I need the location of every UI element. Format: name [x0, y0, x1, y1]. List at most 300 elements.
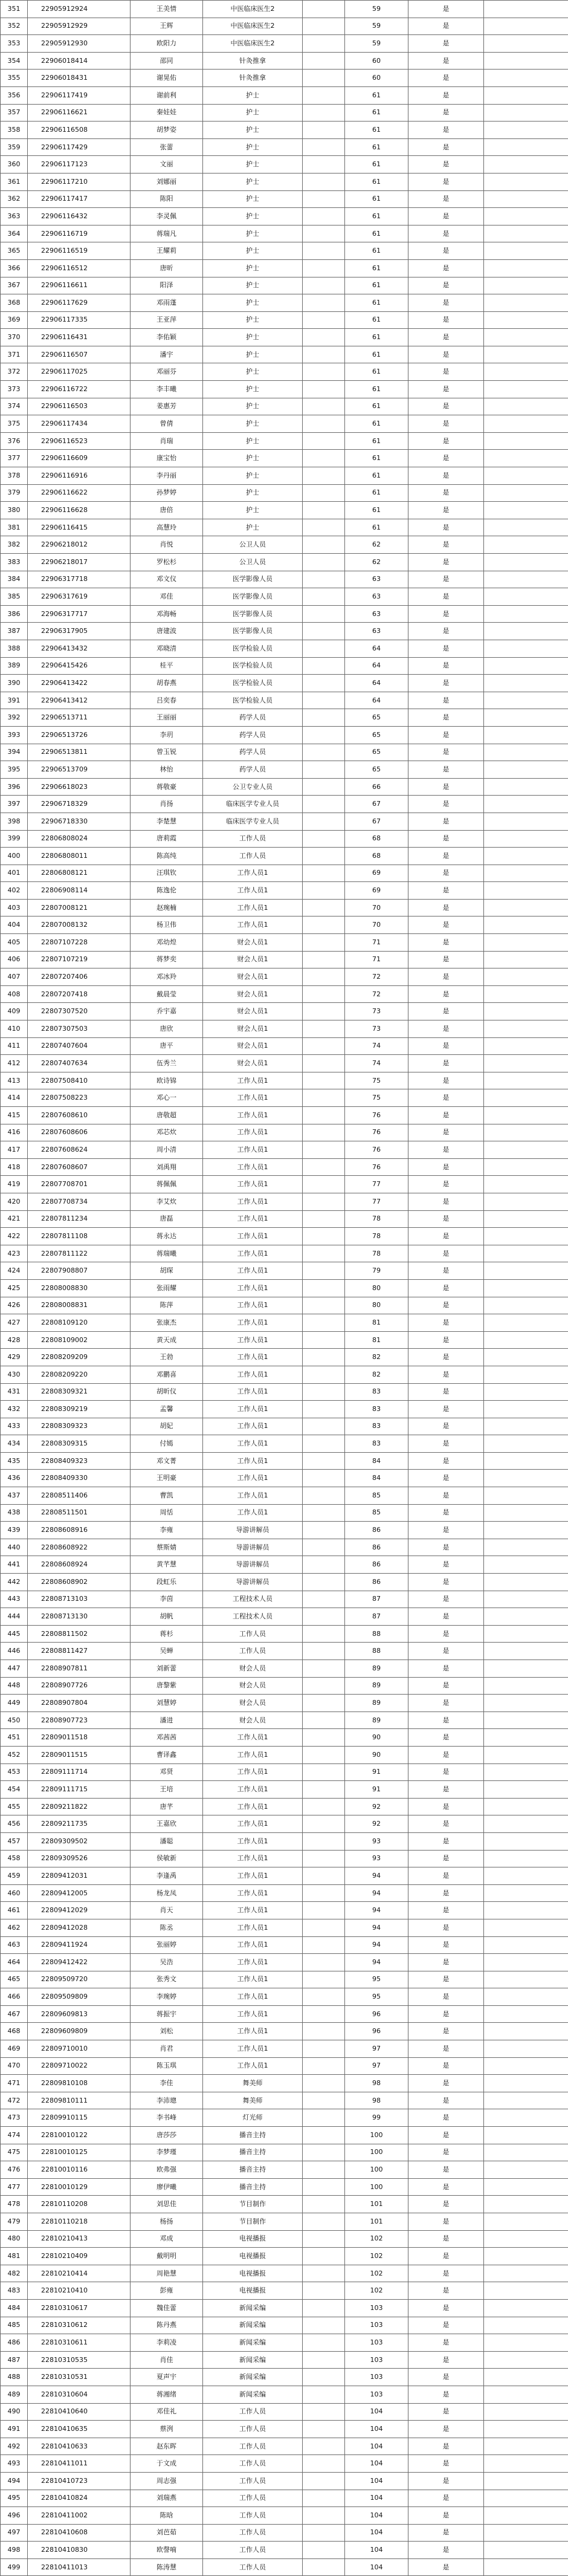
candidate-name-cell: 蒋瑞曦 [131, 1245, 203, 1262]
position-cell: 工作人员 [203, 2438, 303, 2455]
row-number-cell: 365 [1, 242, 28, 260]
row-number-cell: 468 [1, 2023, 28, 2040]
table-row [1, 1711, 568, 1729]
candidate-name-cell: 王勃 [131, 1349, 203, 1366]
empty-cell [484, 1539, 568, 1556]
qualified-cell: 是 [408, 1297, 484, 1314]
position-code-cell: 71 [345, 934, 408, 952]
exam-id-cell: 22906718330 [28, 813, 131, 830]
table-row [1, 761, 568, 779]
candidate-name-cell: 唐欣 [131, 1020, 203, 1038]
empty-cell [303, 1366, 345, 1383]
empty-cell [303, 208, 345, 225]
candidate-name-cell: 吕奕春 [131, 692, 203, 709]
empty-cell [303, 899, 345, 917]
exam-id-cell: 22810310612 [28, 2317, 131, 2334]
qualified-cell: 是 [408, 2230, 484, 2248]
empty-cell [484, 484, 568, 502]
empty-cell [484, 1470, 568, 1487]
position-code-cell: 73 [345, 1020, 408, 1038]
empty-cell [303, 450, 345, 467]
position-cell: 财会人员1 [203, 1020, 303, 1038]
position-cell: 护士 [203, 329, 303, 346]
empty-cell [303, 1711, 345, 1729]
row-number-cell: 484 [1, 2299, 28, 2317]
exam-id-cell: 22906116719 [28, 225, 131, 242]
exam-id-cell: 22906116507 [28, 346, 131, 363]
empty-cell [303, 796, 345, 813]
position-code-cell: 103 [345, 2351, 408, 2369]
empty-cell [303, 277, 345, 294]
row-number-cell: 489 [1, 2386, 28, 2403]
table-row [1, 1037, 568, 1055]
exam-id-cell: 22906513711 [28, 709, 131, 727]
empty-cell [303, 2248, 345, 2265]
exam-id-cell: 22810410824 [28, 2490, 131, 2507]
row-number-cell: 459 [1, 1867, 28, 1885]
candidate-name-cell: 肖扬 [131, 796, 203, 813]
empty-cell [303, 329, 345, 346]
position-cell: 工作人员1 [203, 1349, 303, 1366]
candidate-name-cell: 欧謦喃 [131, 2542, 203, 2559]
position-code-cell: 61 [345, 173, 408, 190]
qualified-cell: 是 [408, 848, 484, 865]
qualified-cell: 是 [408, 761, 484, 779]
empty-cell [303, 1677, 345, 1695]
position-code-cell: 61 [345, 104, 408, 122]
position-cell: 工作人员 [203, 2542, 303, 2559]
qualified-cell: 是 [408, 2178, 484, 2196]
row-number-cell: 397 [1, 796, 28, 813]
candidate-name-cell: 赵东晖 [131, 2438, 203, 2455]
empty-cell [303, 1971, 345, 1988]
table-row [1, 1850, 568, 1867]
empty-cell [484, 640, 568, 657]
exam-id-cell: 22807708734 [28, 1193, 131, 1210]
table-row [1, 882, 568, 900]
table-row [1, 1746, 568, 1763]
exam-id-cell: 22906317717 [28, 605, 131, 623]
table-row [1, 536, 568, 554]
candidate-name-cell: 周志强 [131, 2472, 203, 2490]
table-row [1, 1383, 568, 1401]
row-number-cell: 405 [1, 934, 28, 952]
qualified-cell: 是 [408, 2213, 484, 2231]
row-number-cell: 490 [1, 2403, 28, 2421]
position-code-cell: 61 [345, 277, 408, 294]
empty-cell [303, 1383, 345, 1401]
position-code-cell: 103 [345, 2386, 408, 2403]
position-cell: 公卫专业人员 [203, 778, 303, 796]
row-number-cell: 352 [1, 18, 28, 35]
position-cell: 新闻采编 [203, 2299, 303, 2317]
empty-cell [484, 1141, 568, 1159]
candidate-name-cell: 肖瑞 [131, 432, 203, 450]
table-row [1, 1349, 568, 1366]
exam-id-cell: 22806808121 [28, 865, 131, 882]
candidate-name-cell: 欧阳力 [131, 35, 203, 53]
exam-id-cell: 22906116519 [28, 242, 131, 260]
position-code-cell: 94 [345, 1919, 408, 1936]
position-code-cell: 75 [345, 1089, 408, 1107]
candidate-name-cell: 李灵佩 [131, 208, 203, 225]
exam-id-cell: 22906117417 [28, 190, 131, 208]
empty-cell [303, 2127, 345, 2144]
qualified-cell: 是 [408, 536, 484, 554]
position-cell: 药学人员 [203, 709, 303, 727]
table-row [1, 1591, 568, 1608]
qualified-cell: 是 [408, 208, 484, 225]
table-row [1, 1677, 568, 1695]
empty-cell [484, 2317, 568, 2334]
qualified-cell: 是 [408, 657, 484, 675]
position-code-cell: 101 [345, 2196, 408, 2213]
candidate-name-cell: 张蕾 [131, 138, 203, 156]
exam-id-cell: 22810210413 [28, 2230, 131, 2248]
row-number-cell: 461 [1, 1902, 28, 1919]
position-cell: 护士 [203, 190, 303, 208]
position-code-cell: 92 [345, 1815, 408, 1833]
empty-cell [484, 1608, 568, 1626]
table-row [1, 519, 568, 536]
position-cell: 护士 [203, 467, 303, 485]
position-code-cell: 59 [345, 35, 408, 53]
empty-cell [303, 830, 345, 848]
table-row [1, 259, 568, 277]
exam-id-cell: 22810010116 [28, 2161, 131, 2179]
qualified-cell: 是 [408, 104, 484, 122]
position-cell: 护士 [203, 450, 303, 467]
position-code-cell: 61 [345, 259, 408, 277]
row-number-cell: 493 [1, 2455, 28, 2473]
empty-cell [484, 2299, 568, 2317]
empty-cell [303, 985, 345, 1003]
candidate-name-cell: 黄天成 [131, 1331, 203, 1349]
empty-cell [303, 1245, 345, 1262]
empty-cell [303, 1037, 345, 1055]
position-cell: 财会人员1 [203, 1003, 303, 1020]
position-code-cell: 100 [345, 2178, 408, 2196]
empty-cell [484, 1158, 568, 1176]
position-cell: 播音主持 [203, 2127, 303, 2144]
row-number-cell: 464 [1, 1954, 28, 1971]
empty-cell [484, 1418, 568, 1435]
empty-cell [484, 1297, 568, 1314]
position-cell: 工作人员1 [203, 1936, 303, 1954]
candidate-name-cell: 周小清 [131, 1141, 203, 1159]
candidate-name-cell: 李书峰 [131, 2109, 203, 2127]
qualified-cell: 是 [408, 1262, 484, 1280]
empty-cell [484, 761, 568, 779]
empty-cell [303, 882, 345, 900]
qualified-cell: 是 [408, 1763, 484, 1781]
candidate-name-cell: 王明豪 [131, 1470, 203, 1487]
empty-cell [484, 1850, 568, 1867]
position-code-cell: 104 [345, 2558, 408, 2576]
qualified-cell: 是 [408, 1366, 484, 1383]
empty-cell [303, 1055, 345, 1072]
position-cell: 工作人员1 [203, 1746, 303, 1763]
row-number-cell: 499 [1, 2558, 28, 2576]
position-cell: 工作人员1 [203, 1452, 303, 1470]
qualified-cell: 是 [408, 1107, 484, 1124]
position-cell: 医学影像人员 [203, 623, 303, 640]
candidate-name-cell: 唐昕 [131, 259, 203, 277]
position-code-cell: 78 [345, 1210, 408, 1228]
candidate-name-cell: 陈晗 [131, 2507, 203, 2525]
exam-id-cell: 22906116609 [28, 450, 131, 467]
position-code-cell: 86 [345, 1556, 408, 1574]
position-code-cell: 78 [345, 1228, 408, 1245]
empty-cell [303, 1210, 345, 1228]
candidate-name-cell: 潘宇 [131, 346, 203, 363]
table-row [1, 985, 568, 1003]
qualified-cell: 是 [408, 122, 484, 139]
row-number-cell: 481 [1, 2248, 28, 2265]
empty-cell [484, 1383, 568, 1401]
qualified-cell: 是 [408, 1677, 484, 1695]
empty-cell [303, 1, 345, 18]
qualified-cell: 是 [408, 778, 484, 796]
position-code-cell: 80 [345, 1297, 408, 1314]
candidate-name-cell: 戴晨莹 [131, 985, 203, 1003]
position-cell: 护士 [203, 432, 303, 450]
empty-cell [484, 778, 568, 796]
row-number-cell: 406 [1, 951, 28, 968]
empty-cell [484, 190, 568, 208]
empty-cell [303, 2040, 345, 2058]
row-number-cell: 433 [1, 1418, 28, 1435]
qualified-cell: 是 [408, 1383, 484, 1401]
position-cell: 导游讲解员 [203, 1556, 303, 1574]
exam-id-cell: 22808713130 [28, 1608, 131, 1626]
exam-id-cell: 22808907723 [28, 1711, 131, 1729]
candidate-name-cell: 蒋瑞凡 [131, 225, 203, 242]
candidate-name-cell: 刘慧婷 [131, 1695, 203, 1712]
candidate-name-cell: 蒋梦奕 [131, 951, 203, 968]
exam-id-cell: 22810210414 [28, 2265, 131, 2282]
candidate-name-cell: 李逢禹 [131, 1867, 203, 1885]
empty-cell [303, 1124, 345, 1141]
position-code-cell: 90 [345, 1746, 408, 1763]
empty-cell [303, 52, 345, 70]
row-number-cell: 389 [1, 657, 28, 675]
empty-cell [484, 571, 568, 588]
qualified-cell: 是 [408, 2040, 484, 2058]
row-number-cell: 403 [1, 899, 28, 917]
exam-id-cell: 22808109120 [28, 1314, 131, 1332]
candidate-name-cell: 李茵 [131, 1591, 203, 1608]
table-row [1, 2040, 568, 2058]
qualified-cell: 是 [408, 1210, 484, 1228]
qualified-cell: 是 [408, 1850, 484, 1867]
row-number-cell: 443 [1, 1591, 28, 1608]
empty-cell [303, 1297, 345, 1314]
candidate-name-cell: 王辉 [131, 18, 203, 35]
empty-cell [484, 311, 568, 329]
qualified-cell: 是 [408, 1089, 484, 1107]
position-cell: 医学检验人员 [203, 640, 303, 657]
position-cell: 导游讲解员 [203, 1539, 303, 1556]
table-row [1, 640, 568, 657]
row-number-cell: 407 [1, 968, 28, 986]
candidate-name-cell: 刘芭茹 [131, 2524, 203, 2542]
position-code-cell: 100 [345, 2144, 408, 2161]
candidate-name-cell: 刘新蕾 [131, 1660, 203, 1678]
candidate-name-cell: 胡昕仪 [131, 1383, 203, 1401]
empty-cell [303, 2075, 345, 2092]
table-row [1, 623, 568, 640]
position-cell: 工作人员1 [203, 1418, 303, 1435]
empty-cell [484, 1695, 568, 1712]
position-cell: 护士 [203, 277, 303, 294]
candidate-name-cell: 肖天 [131, 1902, 203, 1919]
exam-id-cell: 22906116916 [28, 467, 131, 485]
exam-id-cell: 22807008121 [28, 899, 131, 917]
table-row [1, 1487, 568, 1505]
exam-id-cell: 22808811502 [28, 1625, 131, 1643]
position-code-cell: 65 [345, 709, 408, 727]
candidate-name-cell: 文丽 [131, 156, 203, 174]
candidate-name-cell: 蒋湘绪 [131, 2386, 203, 2403]
candidate-name-cell: 姜惠芳 [131, 398, 203, 415]
qualified-cell: 是 [408, 1072, 484, 1089]
exam-id-cell: 22808907726 [28, 1677, 131, 1695]
position-code-cell: 77 [345, 1176, 408, 1193]
position-cell: 播音主持 [203, 2161, 303, 2179]
candidate-name-cell: 陈玉琪 [131, 2057, 203, 2075]
exam-id-cell: 22906317905 [28, 623, 131, 640]
exam-id-cell: 22809910115 [28, 2109, 131, 2127]
candidate-name-cell: 胡帆 [131, 1608, 203, 1626]
row-number-cell: 438 [1, 1504, 28, 1522]
empty-cell [484, 1746, 568, 1763]
table-row [1, 2282, 568, 2300]
row-number-cell: 436 [1, 1470, 28, 1487]
qualified-cell: 是 [408, 1401, 484, 1418]
position-code-cell: 99 [345, 2109, 408, 2127]
empty-cell [484, 1522, 568, 1539]
exam-id-cell: 22906618023 [28, 778, 131, 796]
empty-cell [484, 1, 568, 18]
position-cell: 工作人员1 [203, 1919, 303, 1936]
candidate-name-cell: 李莉凌 [131, 2334, 203, 2352]
qualified-cell: 是 [408, 294, 484, 312]
table-row [1, 70, 568, 87]
position-code-cell: 87 [345, 1608, 408, 1626]
empty-cell [484, 1124, 568, 1141]
position-code-cell: 66 [345, 778, 408, 796]
qualified-cell: 是 [408, 882, 484, 900]
empty-cell [484, 2109, 568, 2127]
row-number-cell: 488 [1, 2369, 28, 2386]
row-number-cell: 388 [1, 640, 28, 657]
empty-cell [303, 1228, 345, 1245]
row-number-cell: 361 [1, 173, 28, 190]
candidate-name-cell: 李佑颖 [131, 329, 203, 346]
table-row [1, 1867, 568, 1885]
position-code-cell: 104 [345, 2507, 408, 2525]
empty-cell [303, 657, 345, 675]
candidate-name-cell: 刘松 [131, 2023, 203, 2040]
empty-cell [303, 1660, 345, 1678]
position-cell: 财会人员1 [203, 1055, 303, 1072]
row-number-cell: 372 [1, 363, 28, 381]
qualified-cell: 是 [408, 1470, 484, 1487]
qualified-cell: 是 [408, 1815, 484, 1833]
table-row [1, 381, 568, 398]
empty-cell [484, 1763, 568, 1781]
candidate-name-cell: 王嘉欣 [131, 1815, 203, 1833]
exam-id-cell: 22906513811 [28, 744, 131, 761]
position-code-cell: 64 [345, 692, 408, 709]
empty-cell [303, 2023, 345, 2040]
position-code-cell: 86 [345, 1522, 408, 1539]
position-code-cell: 102 [345, 2265, 408, 2282]
position-cell: 护士 [203, 415, 303, 433]
exam-id-cell: 22906116415 [28, 519, 131, 536]
row-number-cell: 410 [1, 1020, 28, 1038]
position-cell: 电视播报 [203, 2265, 303, 2282]
empty-cell [484, 18, 568, 35]
candidate-name-cell: 乔宇嘉 [131, 1003, 203, 1020]
table-row [1, 1574, 568, 1591]
exam-id-cell: 22906018431 [28, 70, 131, 87]
position-code-cell: 61 [345, 363, 408, 381]
empty-cell [484, 1988, 568, 2006]
empty-cell [484, 1020, 568, 1038]
exam-id-cell: 22810410608 [28, 2524, 131, 2542]
qualified-cell: 是 [408, 830, 484, 848]
candidate-name-cell: 邓芯炊 [131, 1124, 203, 1141]
empty-cell [303, 1193, 345, 1210]
table-row [1, 2109, 568, 2127]
row-number-cell: 491 [1, 2421, 28, 2438]
empty-cell [303, 259, 345, 277]
qualified-cell: 是 [408, 1746, 484, 1763]
position-cell: 财会人员1 [203, 1037, 303, 1055]
empty-cell [303, 640, 345, 657]
candidate-name-cell: 刘娜丽 [131, 173, 203, 190]
position-cell: 护士 [203, 156, 303, 174]
empty-cell [303, 2403, 345, 2421]
empty-cell [303, 726, 345, 744]
position-code-cell: 78 [345, 1245, 408, 1262]
qualified-cell: 是 [408, 1279, 484, 1297]
position-code-cell: 101 [345, 2213, 408, 2231]
qualified-cell: 是 [408, 1936, 484, 1954]
position-code-cell: 95 [345, 1988, 408, 2006]
empty-cell [484, 208, 568, 225]
empty-cell [303, 363, 345, 381]
table-row [1, 675, 568, 692]
position-code-cell: 94 [345, 1954, 408, 1971]
candidate-name-cell: 邓雨蓬 [131, 294, 203, 312]
position-code-cell: 94 [345, 1884, 408, 1902]
qualified-cell: 是 [408, 1902, 484, 1919]
empty-cell [303, 398, 345, 415]
table-row [1, 2558, 568, 2576]
table-row [1, 294, 568, 312]
empty-cell [484, 1366, 568, 1383]
table-row [1, 2351, 568, 2369]
empty-cell [484, 519, 568, 536]
qualified-cell: 是 [408, 985, 484, 1003]
row-number-cell: 393 [1, 726, 28, 744]
candidate-name-cell: 蔡洌 [131, 2421, 203, 2438]
exam-id-cell: 22809509809 [28, 1988, 131, 2006]
empty-cell [484, 1815, 568, 1833]
